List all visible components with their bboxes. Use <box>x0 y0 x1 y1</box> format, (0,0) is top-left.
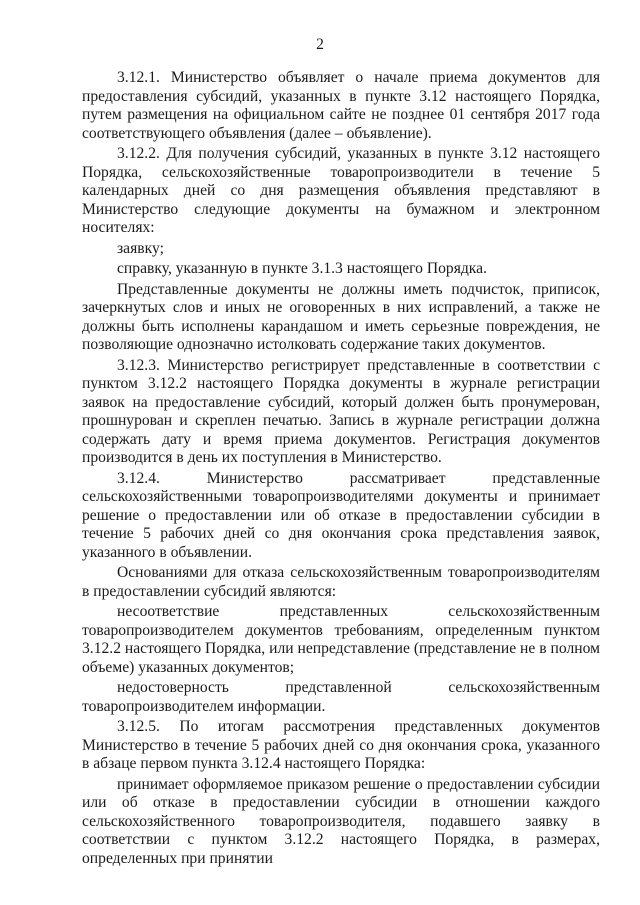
paragraph-decision: принимает оформляемое приказом решение о предоставлении субсидии или об отказе в предоставлении субсидии в отношении каждого сельскохозяйственного товаропроизводителя, подавшего заявку в соответствии с пунктом 3.12.2 настоящего Порядка, в размерах, определенных при принятии <box>82 775 600 867</box>
paragraph-document-requirements: Представленные документы не должны иметь подчисток, приписок, зачеркнутых слов и иных не оговоренных в них исправлений, а также не должны быть исполнены карандашом и иметь серьезные повреждения, не позволяющие однозначно истолковать содержание таких документов. <box>82 280 600 353</box>
list-item-certificate: справку, указанную в пункте 3.1.3 настоящего Порядка. <box>117 260 487 277</box>
paragraph-3-12-4: 3.12.4. Министерство рассматривает представленные сельскохозяйственными товаропроизводителями документы и принимает решение о предоставлении или об отказе в предоставлении субсидии в течение 5 рабочих дней со дня окончания срока представления заявок, указанного в объявлении. <box>82 469 600 561</box>
paragraph-refusal-grounds: Основаниями для отказа сельскохозяйственным товаропроизводителям в предоставлении субсидий являются: <box>82 564 600 600</box>
paragraph-3-12-5: 3.12.5. По итогам рассмотрения представленных документов Министерство в течение 5 рабочих дней со дня окончания срока, указанного в абзаце первом пункта 3.12.4 настоящего Порядка: <box>82 718 600 772</box>
list-item-nonconformity: несоответствие представленных сельскохозяйственным товаропроизводителем документов требованиям, определенным пунктом 3.12.2 настоящего Порядка, или непредставление (представление не в полном объеме) указанных документов; <box>82 603 600 676</box>
page-number: 2 <box>316 36 324 53</box>
list-item-application: заявку; <box>117 239 164 257</box>
paragraph-3-12-3: 3.12.3. Министерство регистрирует представленные в соответствии с пунктом 3.12.2 настоящего Порядка документы в журнале регистрации заявок на предоставление субсидий, который должен быть пронумерован, прошнурован и скреплен печатью. Запись в журнале регистрации должна содержать дату и время приема документов. Регистрация документов производится в день их поступления в Министерство. <box>82 356 600 466</box>
paragraph-3-12-1: 3.12.1. Министерство объявляет о начале приема документов для предоставления субсидий, указанных в пункте 3.12 настоящего Порядка, путем размещения на официальном сайте не позднее 01 сентября 2017 года соответствующего объявления (далее – объявление). <box>82 69 600 142</box>
paragraph-3-12-2: 3.12.2. Для получения субсидий, указанных в пункте 3.12 настоящего Порядка, сельскохозяйственные товаропроизводители в течение 5 календарных дней со дня размещения объявления представляют в Министерство следующие документы на бумажном и электронном носителях: <box>82 145 600 236</box>
list-item-inaccuracy: недостоверность представленной сельскохозяйственным товаропроизводителем информации. <box>82 679 600 715</box>
document-body <box>82 69 600 868</box>
